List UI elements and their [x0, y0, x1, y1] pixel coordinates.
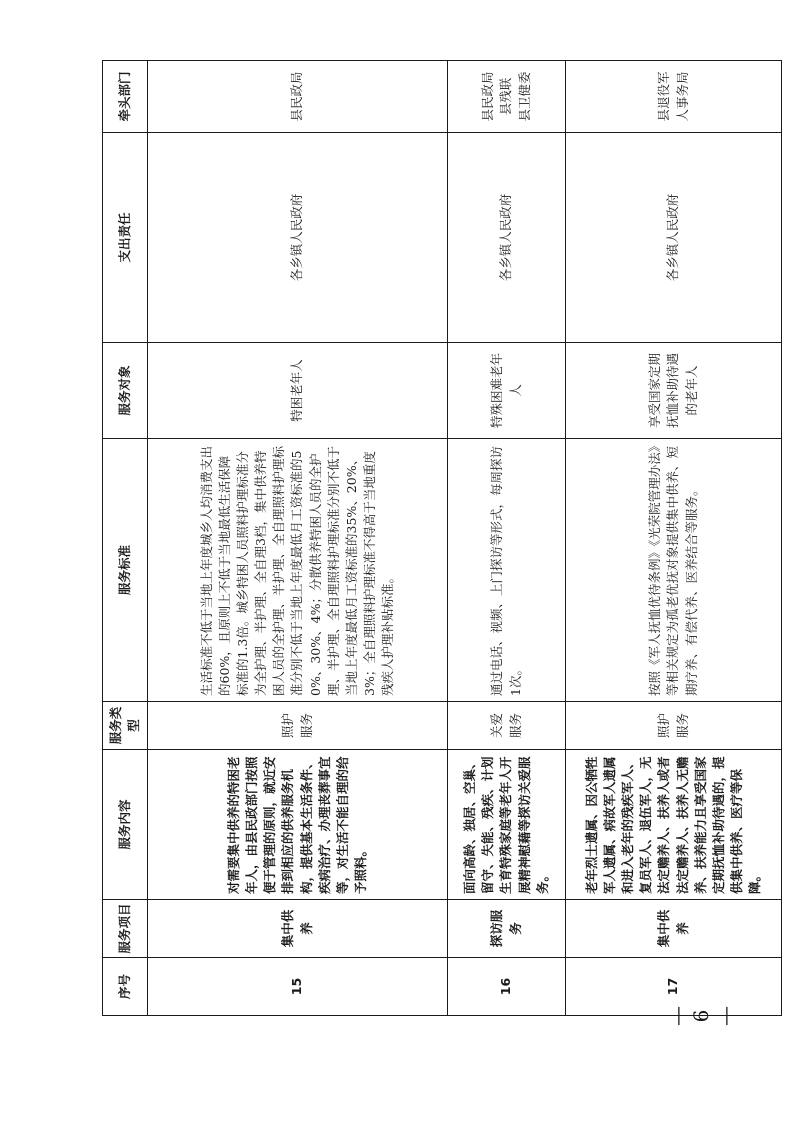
- page-number: —6—: [665, 1006, 737, 1026]
- row-item: 集中供养: [566, 900, 782, 958]
- row-target: 特困老年人: [148, 343, 448, 439]
- row-content: 面向高龄、独居、空巢、留守、失能、残疾、计划生育特殊家庭等老年人开展精神慰藉等探访关爱服务。: [448, 750, 566, 900]
- header-lead-dept: 牵头部门: [103, 61, 148, 133]
- table-row: [448, 61, 566, 1016]
- lead-dept-line: 县残联: [498, 77, 514, 116]
- row-responsibility: 各乡镇人民政府: [448, 133, 566, 343]
- row-responsibility: 各乡镇人民政府: [148, 133, 448, 343]
- row-lead-dept: [448, 61, 566, 133]
- service-table: [102, 60, 782, 1016]
- row-standard: 按照《军人抚恤优待条例》《光荣院管理办法》等相关规定为孤老优抚对象提供集中供养、短期疗养、有偿代养、医养结合等服务。: [566, 439, 782, 702]
- header-responsibility: 支出责任: [103, 133, 148, 343]
- header-seq: 序号: [103, 958, 148, 1016]
- row-item: 集中供养: [148, 900, 448, 958]
- row-seq: 16: [448, 958, 566, 1016]
- row-standard: 通过电话、视频、上门探访等形式，每周探访1次。: [448, 439, 566, 702]
- row-seq: 15: [148, 958, 448, 1016]
- rotated-table-page: [102, 61, 782, 1016]
- row-type: 照护服务: [148, 702, 448, 750]
- lead-dept-line: 县卫健委: [516, 71, 532, 122]
- row-content: 对需要集中供养的特困老年人，由县民政部门按照便于管理的原则，就近安排到相应的供养服务机构，提供基本生活条件、疾病治疗、办理丧葬事宜等，对生活不能自理的给予照料。: [148, 750, 448, 900]
- lead-dept-line: 县民政局: [480, 71, 496, 122]
- row-seq: 17: [566, 958, 782, 1016]
- header-item: 服务项目: [103, 900, 148, 958]
- row-standard: 生活标准不低于当地上年度城乡人均消费支出的60%，且原则上不低于当地最低生活保障标准的1.3倍。城乡特困人员照料护理标准分为全护理、半护理、全自理3档，集中供养特困人员的全护理、半护理、全自理照料护理标准分别不低于当地上年度最低月工资标准的50%、30%、4%；分散供养特困人员的全护理、半护理、全自理照料护理标准分别不低于当地上年度最低月工资标准的35%、20%、3%；全自理照料护理标准不得高于当地重度残疾人护理补贴标准。: [148, 439, 448, 702]
- row-lead-dept: [566, 61, 782, 133]
- row-item: 探访服务: [448, 900, 566, 958]
- row-responsibility: 各乡镇人民政府: [566, 133, 782, 343]
- row-content: 老年烈士遗属、因公牺牲军人遗属、病故军人遗属和进入老年的残疾军人、复员军人、退伍军人，无法定赡养人、扶养人或者法定赡养人、扶养人无赡养、扶养能力且享受国家定期抚恤补助待遇的，提供集中供养、医疗等保障。: [566, 750, 782, 900]
- row-target: 享受国家定期抚恤补助待遇的老年人: [566, 343, 782, 439]
- row-target: 特殊困难老年人: [448, 343, 566, 439]
- header-type: 服务类型: [103, 702, 148, 750]
- header-content: 服务内容: [103, 750, 148, 900]
- header-target: 服务对象: [103, 343, 148, 439]
- lead-dept-line: 县退役军人事务局: [656, 71, 690, 122]
- row-type: 照护服务: [566, 702, 782, 750]
- table-row: [566, 61, 782, 1016]
- table-header-row: [103, 61, 148, 1016]
- table-row: [148, 61, 448, 1016]
- lead-dept-line: 县民政局: [289, 71, 305, 122]
- header-standard: 服务标准: [103, 439, 148, 702]
- row-lead-dept: [148, 61, 448, 133]
- row-type: 关爱服务: [448, 702, 566, 750]
